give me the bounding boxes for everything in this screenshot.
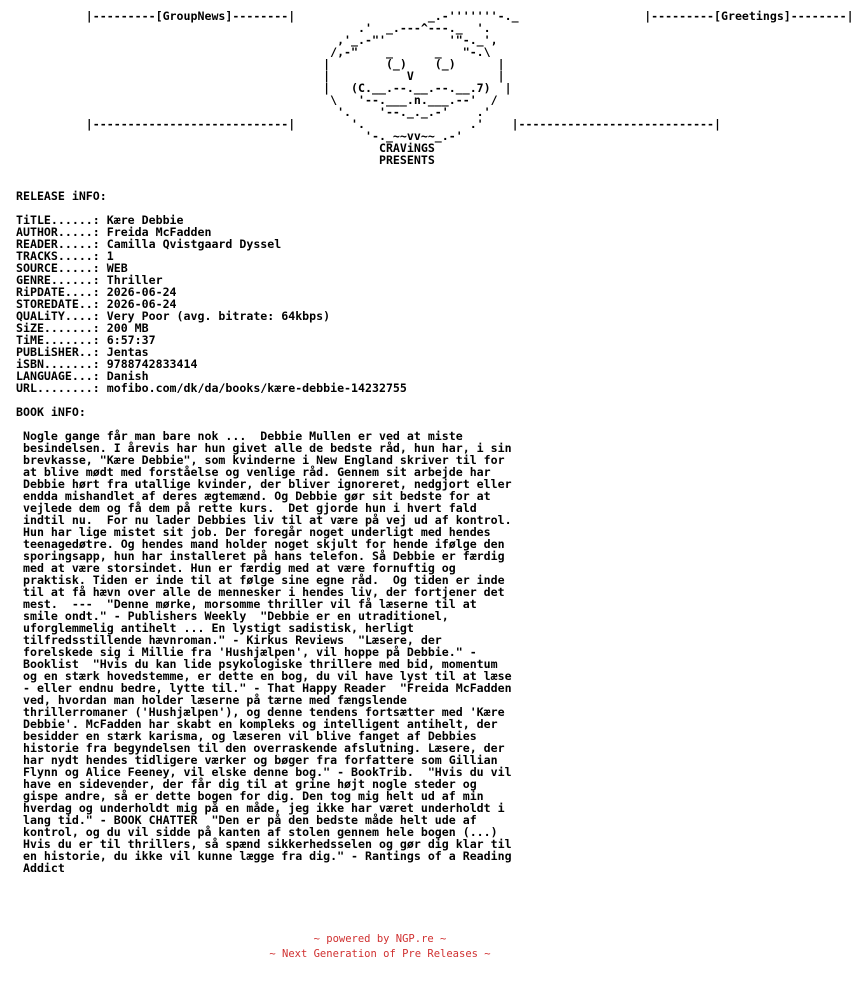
footer bbox=[0, 932, 760, 962]
ascii-art-header: |---------[GroupNews]--------| _.-'''''''-._ |---------[Greetings]--------| .' _.---^---._ '. ,'_.-"' '"-._', /,-" _ _ "-.\ | (_) (_) | | V | | (C.__.--.__.--.__.7) | \ '--.___.n.___.--' / '. '--._._.-' .' |----------------------------| '. .' |----------------------------| '-._~~vv~~_.-' CRAViNGS PRESENTS bbox=[85, 9, 854, 167]
footer-tagline: ~ Next Generation of Pre Releases ~ bbox=[269, 948, 491, 960]
book-info-heading: BOOK iNFO: bbox=[16, 405, 86, 419]
nfo-document bbox=[16, 10, 854, 874]
release-info-fields: TiTLE......: Kære Debbie AUTHOR.....: Freida McFadden READER.....: Camilla Qvistgaard Dyssel TRACKS.....: 1 SOURCE.....: WEB GENRE......: Thriller RiPDATE....: 2026-06-24 STOREDATE..: 2026-06-24 QUALiTY....: Very Poor (avg. bitrate: 64kbps) SiZE.......: 200 MB TiME.......: 6:57:37 PUBLiSHER..: Jentas iSBN.......: 9788742833414 LANGUAGE...: Danish URL........: mofibo.com/dk/da/books/kære-debbie-14232755 bbox=[16, 213, 407, 395]
footer-powered-by: ~ powered by NGP.re ~ bbox=[313, 933, 447, 945]
book-info-description: Nogle gange får man bare nok ... Debbie Mullen er ved at miste besindelsen. I årevis har hun givet alle de bedste råd, hun har, i sin brevkasse, "Kære Debbie", som kvinderne i New England skriver til for at blive mødt med forståelse og venlige råd. Gennem sit arbejde har Debbie hørt fra utallige kvinder, der bliver ignoreret, nedgjort eller endda mishandlet af deres ægtemænd. Og Debbie gør sit bedste for at vejlede dem og få dem på rette kurs. Det gjorde hun i hvert fald indtil nu. For nu lader Debbies liv til at være på vej ud af kontrol. Hun har lige mistet sit job. Der foregår noget underligt med hendes teenagedøtre. Og hendes mand holder noget skjult for hende ifølge den sporingsapp, hun har installeret på hans telefon. Så Debbie er færdig med at være storsindet. Hun er færdig med at være fornuftig og praktisk. Tiden er inde til at følge sine egne råd. Og tiden er inde til at få hævn over alle de mennesker i hendes liv, der fortjener det mest. --- "Denne mørke, morsomme thriller vil få læserne til at smile ondt." - Publishers Weekly "Debbie er en utraditionel, uforglemmelig antihelt ... En lystigt sadistisk, herligt tilfredsstillende hævnroman." - Kirkus Reviews "Læsere, der forelskede sig i Millie fra 'Hushjælpen', vil hoppe på Debbie." - Booklist "Hvis du kan lide psykologiske thrillere med bid, momentum og en stærk hovedstemme, er dette en bog, du vil have lyst til at læse - eller endnu bedre, lytte til." - That Happy Reader "Freida McFadden ved, hvordan man holder læserne på tærne med fængslende thrillerromaner ('Hushjælpen'), og denne tendens fortsætter med 'Kære Debbie'. McFadden har skabt en kompleks og intelligent antihelt, der besidder en stærk karisma, og læseren vil blive fanget af Debbies historie fra begyndelsen til den overraskende afslutning. Læsere, der har nydt hendes tidligere værker og bøger fra forfattere som Gillian Flynn og Alice Feeney, vil elske denne bog." - BookTrib. "Hvis du vil have en sidevender, der får dig til at grine højt nogle steder og gispe andre, så er dette bogen for dig. Den tog mig helt ud af min hverdag og underholdt mig på en måde, jeg ikke har været underholdt i lang tid." - BOOK CHATTER "Den er på den bedste måde helt ude af kontrol, og du vil sidde på kanten af stolen gennem hele bogen (...) Hvis du er til thrillers, så spænd sikkerhedsselen og gør dig klar til en historie, du ikke vil kunne lægge fra dig." - Rantings of a Reading Addict bbox=[22, 429, 512, 875]
release-info-heading: RELEASE iNFO: bbox=[16, 189, 107, 203]
